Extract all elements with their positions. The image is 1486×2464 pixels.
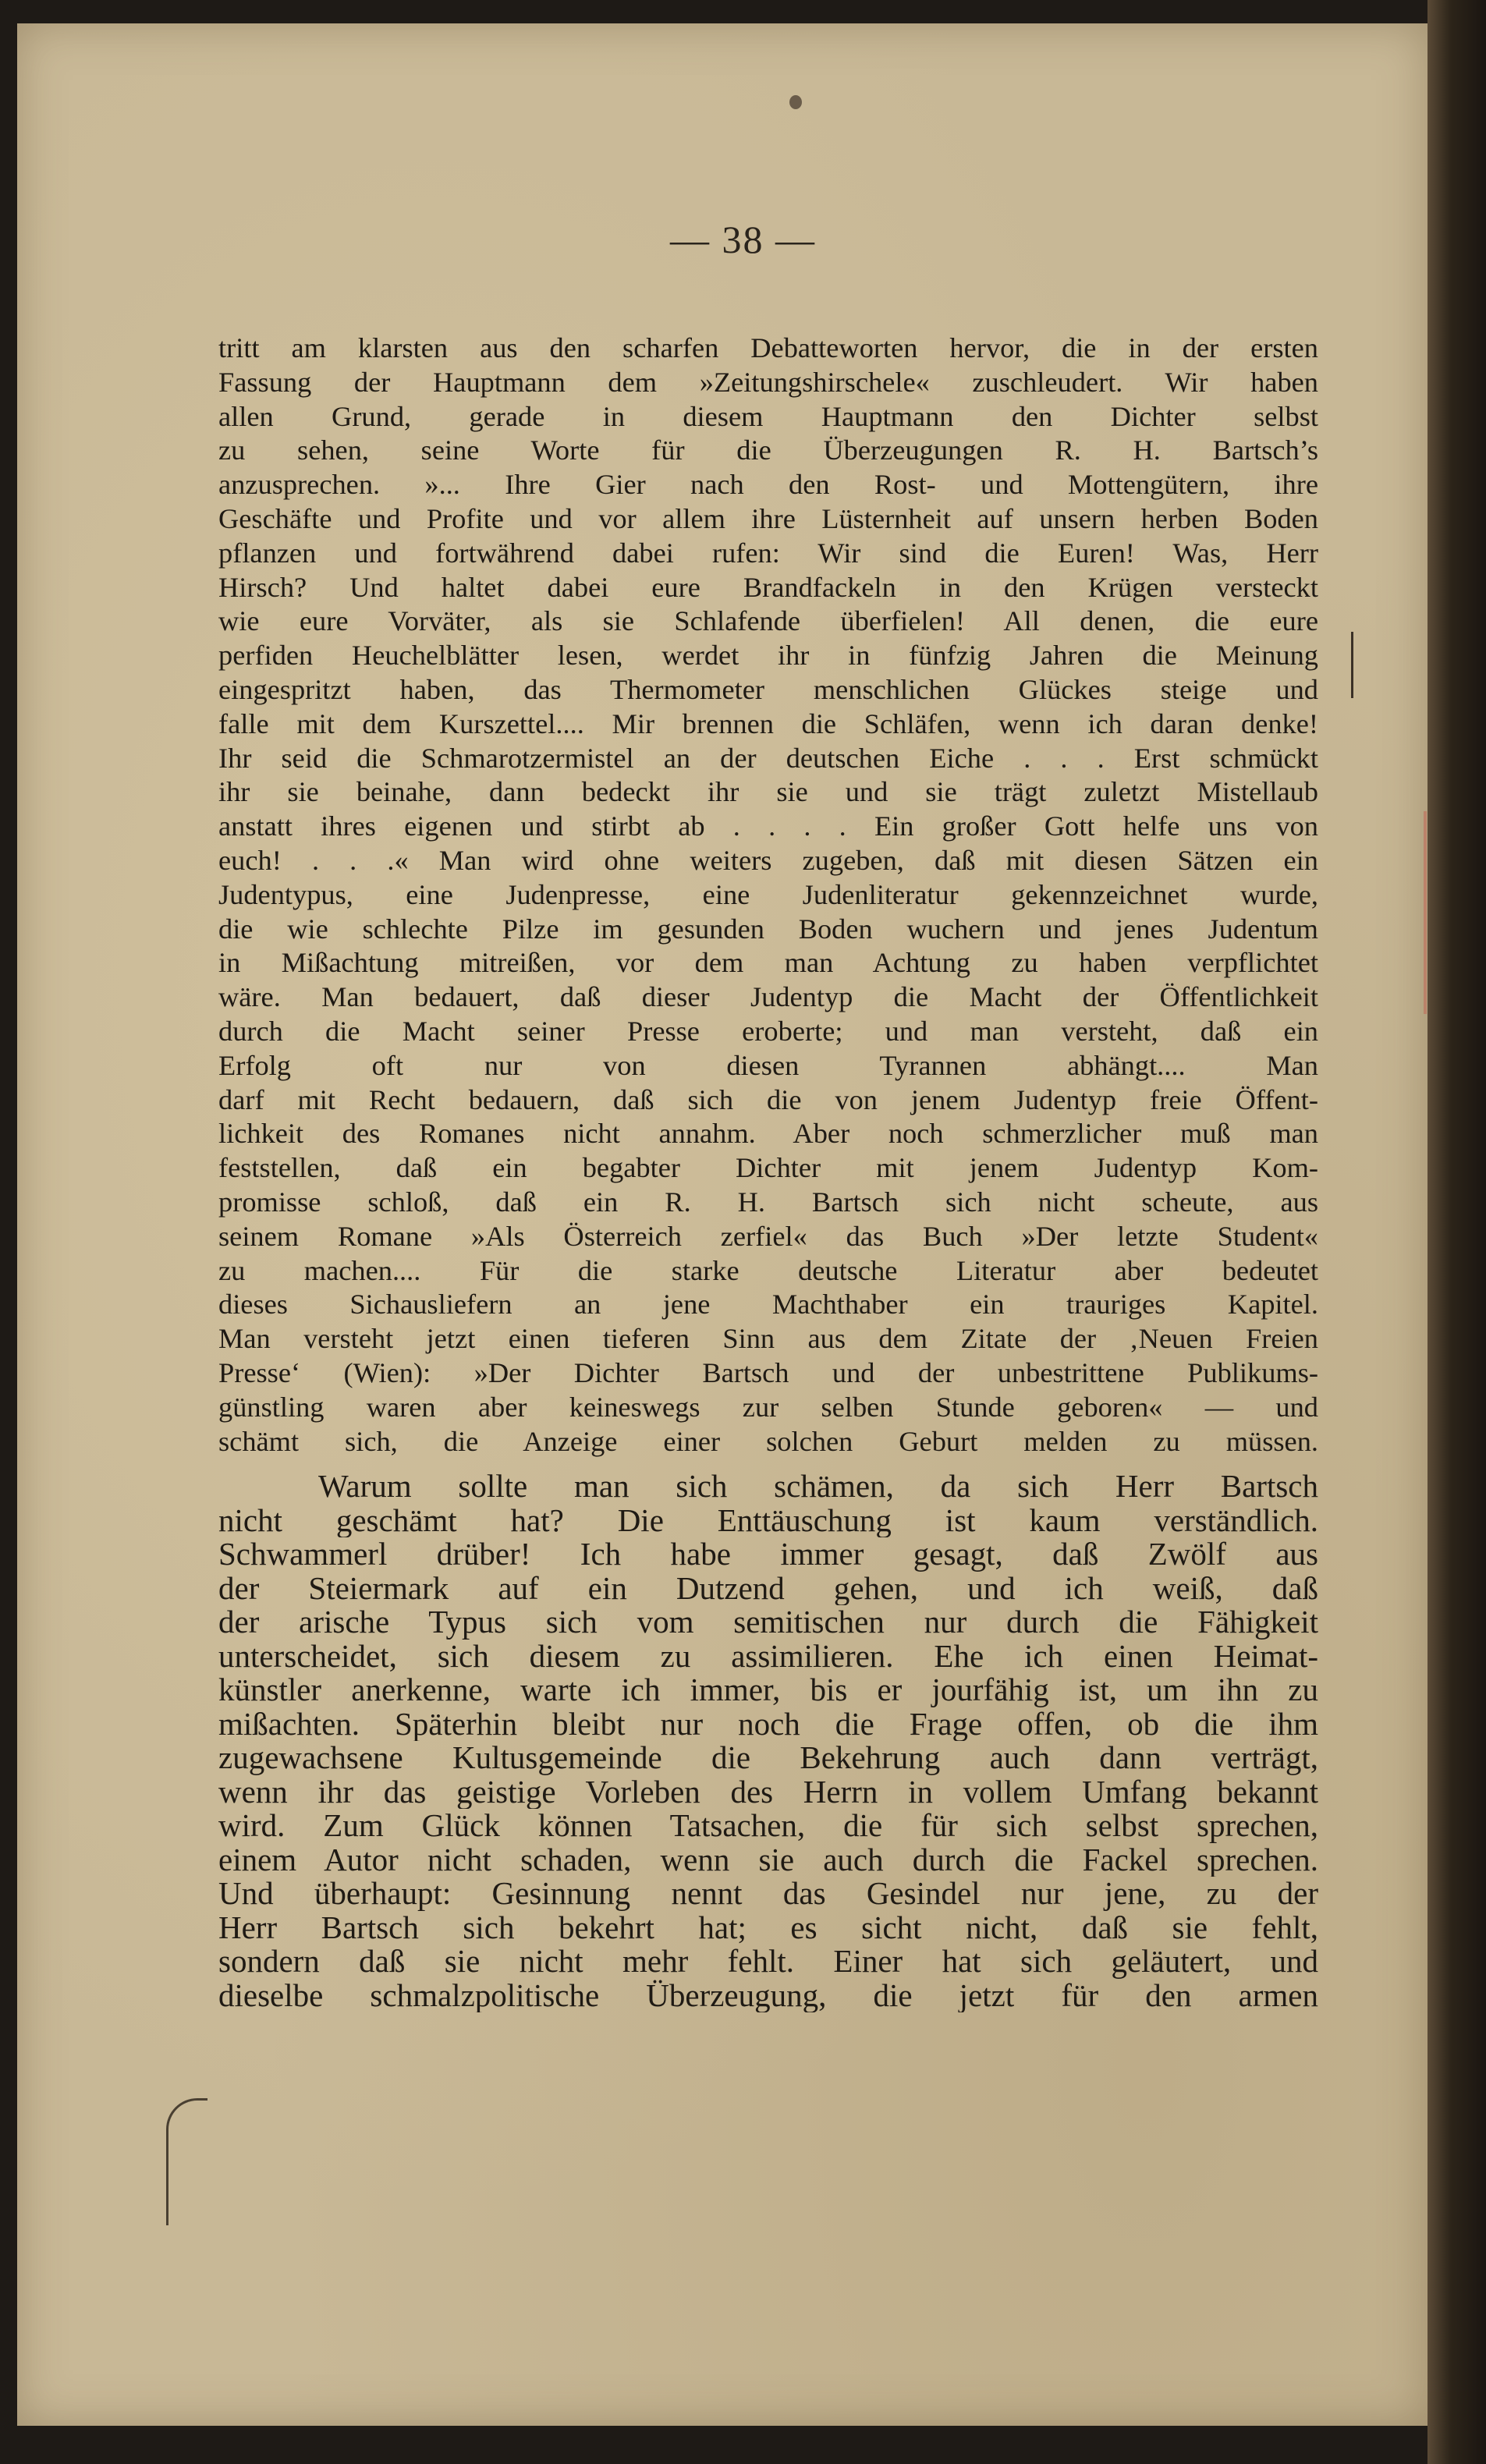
text-line: zugewachsene Kultusgemeinde die Bekehrung auch dann verträgt, (218, 1741, 1318, 1775)
text-line: Herr Bartsch sich bekehrt hat; es sicht nicht, daß sie fehlt, (218, 1910, 1318, 1945)
text-line: wäre. Man bedauert, daß dieser Judentyp die Macht der Öffentlichkeit (218, 981, 1318, 1013)
page-number: — 38 — (670, 218, 816, 261)
text-line: dieses Sichausliefern an jene Machthaber ein trauriges Kapitel. (218, 1289, 1318, 1321)
text-line: Und überhaupt: Gesinnung nennt das Gesindel nur jene, zu der (218, 1877, 1318, 1911)
text-line: tritt am klarsten aus den scharfen Debatteworten hervor, die in der ersten (218, 332, 1318, 363)
text-line: durch die Macht seiner Presse eroberte; und man versteht, daß ein (218, 1015, 1318, 1047)
text-line: Erfolg oft nur von diesen Tyrannen abhängt.... Man (218, 1049, 1318, 1081)
text-line: günstling waren aber keineswegs zur selben Stunde geboren« — und (218, 1391, 1318, 1423)
text-line: perfiden Heuchelblätter lesen, werdet ihr in fünfzig Jahren die Meinung (218, 640, 1318, 672)
text-line: künstler anerkenne, warte ich immer, bis er jourfähig ist, um ihn zu (218, 1673, 1318, 1707)
text-line: in Mißachtung mitreißen, vor dem man Achtung zu haben verpflichtet (218, 947, 1318, 979)
text-line: Ihr seid die Schmarotzermistel an der deutschen Eiche . . . Erst schmückt (218, 742, 1318, 774)
text-line: zu sehen, seine Worte für die Überzeugungen R. H. Bartsch’s (218, 434, 1318, 466)
text-line: Warum sollte man sich schämen, da sich Herr Bartsch (318, 1470, 1318, 1504)
text-line: anstatt ihres eigenen und stirbt ab . . . . Ein großer Gott helfe uns von (218, 810, 1318, 842)
text-line: promisse schloß, daß ein R. H. Bartsch sich nicht scheute, aus (218, 1186, 1318, 1218)
text-line: anzusprechen. »... Ihre Gier nach den Rost- und Mottengütern, ihre (218, 469, 1318, 501)
paragraph-2 (218, 1470, 1318, 2012)
text-line: Man versteht jetzt einen tieferen Sinn aus dem Zitate der ‚Neuen Freien (218, 1323, 1318, 1355)
text-line: Presse‘ (Wien): »Der Dichter Bartsch und der unbestrittene Publikums- (218, 1356, 1318, 1388)
text-line: Fassung der Hauptmann dem »Zeitungshirschele« zuschleudert. Wir haben (218, 366, 1318, 398)
text-line: lichkeit des Romanes nicht annahm. Aber noch schmerzlicher muß man (218, 1118, 1318, 1150)
red-edge-mark (1424, 811, 1442, 1014)
text-line: allen Grund, gerade in diesem Hauptmann den Dichter selbst (218, 400, 1318, 432)
text-line: sondern daß sie nicht mehr fehlt. Einer hat sich geläutert, und (218, 1945, 1318, 1979)
text-line: einem Autor nicht schaden, wenn sie auch durch die Fackel sprechen. (218, 1842, 1318, 1877)
text-line: wie eure Vorväter, als sie Schlafende überfielen! All denen, die eure (218, 605, 1318, 637)
text-line: mißachten. Späterhin bleibt nur noch die Frage offen, ob die ihm (218, 1707, 1318, 1742)
text-line: Schwammerl drüber! Ich habe immer gesagt, daß Zwölf aus (218, 1537, 1318, 1572)
text-line: der Steiermark auf ein Dutzend gehen, und ich weiß, daß (218, 1571, 1318, 1606)
text-line: falle mit dem Kurszettel.... Mir brennen die Schläfen, wenn ich daran denke! (218, 707, 1318, 739)
text-line: eingespritzt haben, das Thermometer menschlichen Glückes steige und (218, 673, 1318, 705)
text-line: Geschäfte und Profite und vor allem ihre Lüsternheit auf unsern herben Boden (218, 502, 1318, 534)
book-spine-edge (1427, 0, 1486, 2464)
text-line: wird. Zum Glück können Tatsachen, die für sich selbst sprechen, (218, 1809, 1318, 1843)
text-line: Judentypus, eine Judenpresse, eine Judenliteratur gekennzeichnet wurde, (218, 878, 1318, 910)
text-line: euch! . . .« Man wird ohne weiters zugeben, daß mit diesen Sätzen ein (218, 844, 1318, 876)
text-line: schämt sich, die Anzeige einer solchen Geburt melden zu müssen. (218, 1425, 1318, 1457)
text-line: dieselbe schmalzpolitische Überzeugung, die jetzt für den armen (218, 1978, 1318, 2013)
text-line: Hirsch? Und haltet dabei eure Brandfackeln in den Krügen versteckt (218, 571, 1318, 603)
text-line: feststellen, daß ein begabter Dichter mit jenem Judentyp Kom- (218, 1152, 1318, 1184)
text-line: nicht geschämt hat? Die Enttäuschung ist kaum verständlich. (218, 1503, 1318, 1538)
text-line: darf mit Recht bedauern, daß sich die von jenem Judentyp freie Öffent- (218, 1083, 1318, 1115)
binding-hole (789, 95, 802, 109)
paragraph-1 (218, 331, 1318, 1459)
body-text (218, 331, 1318, 2012)
text-line: der arische Typus sich vom semitischen nur durch die Fähigkeit (218, 1605, 1318, 1640)
text-line: unterscheidet, sich diesem zu assimilieren. Ehe ich einen Heimat- (218, 1639, 1318, 1674)
margin-mark (1351, 632, 1353, 698)
text-line: seinem Romane »Als Österreich zerfiel« das Buch »Der letzte Student« (218, 1220, 1318, 1252)
text-line: zu machen.... Für die starke deutsche Literatur aber bedeutet (218, 1254, 1318, 1286)
text-line: ihr sie beinahe, dann bedeckt ihr sie und sie trägt zuletzt Mistellaub (218, 776, 1318, 808)
text-line: wenn ihr das geistige Vorleben des Herrn in vollem Umfang bekannt (218, 1774, 1318, 1810)
text-line: pflanzen und fortwährend dabei rufen: Wir sind die Euren! Was, Herr (218, 537, 1318, 569)
text-line: die wie schlechte Pilze im gesunden Boden wuchern und jenes Judentum (218, 913, 1318, 945)
margin-bracket (166, 2098, 207, 2225)
